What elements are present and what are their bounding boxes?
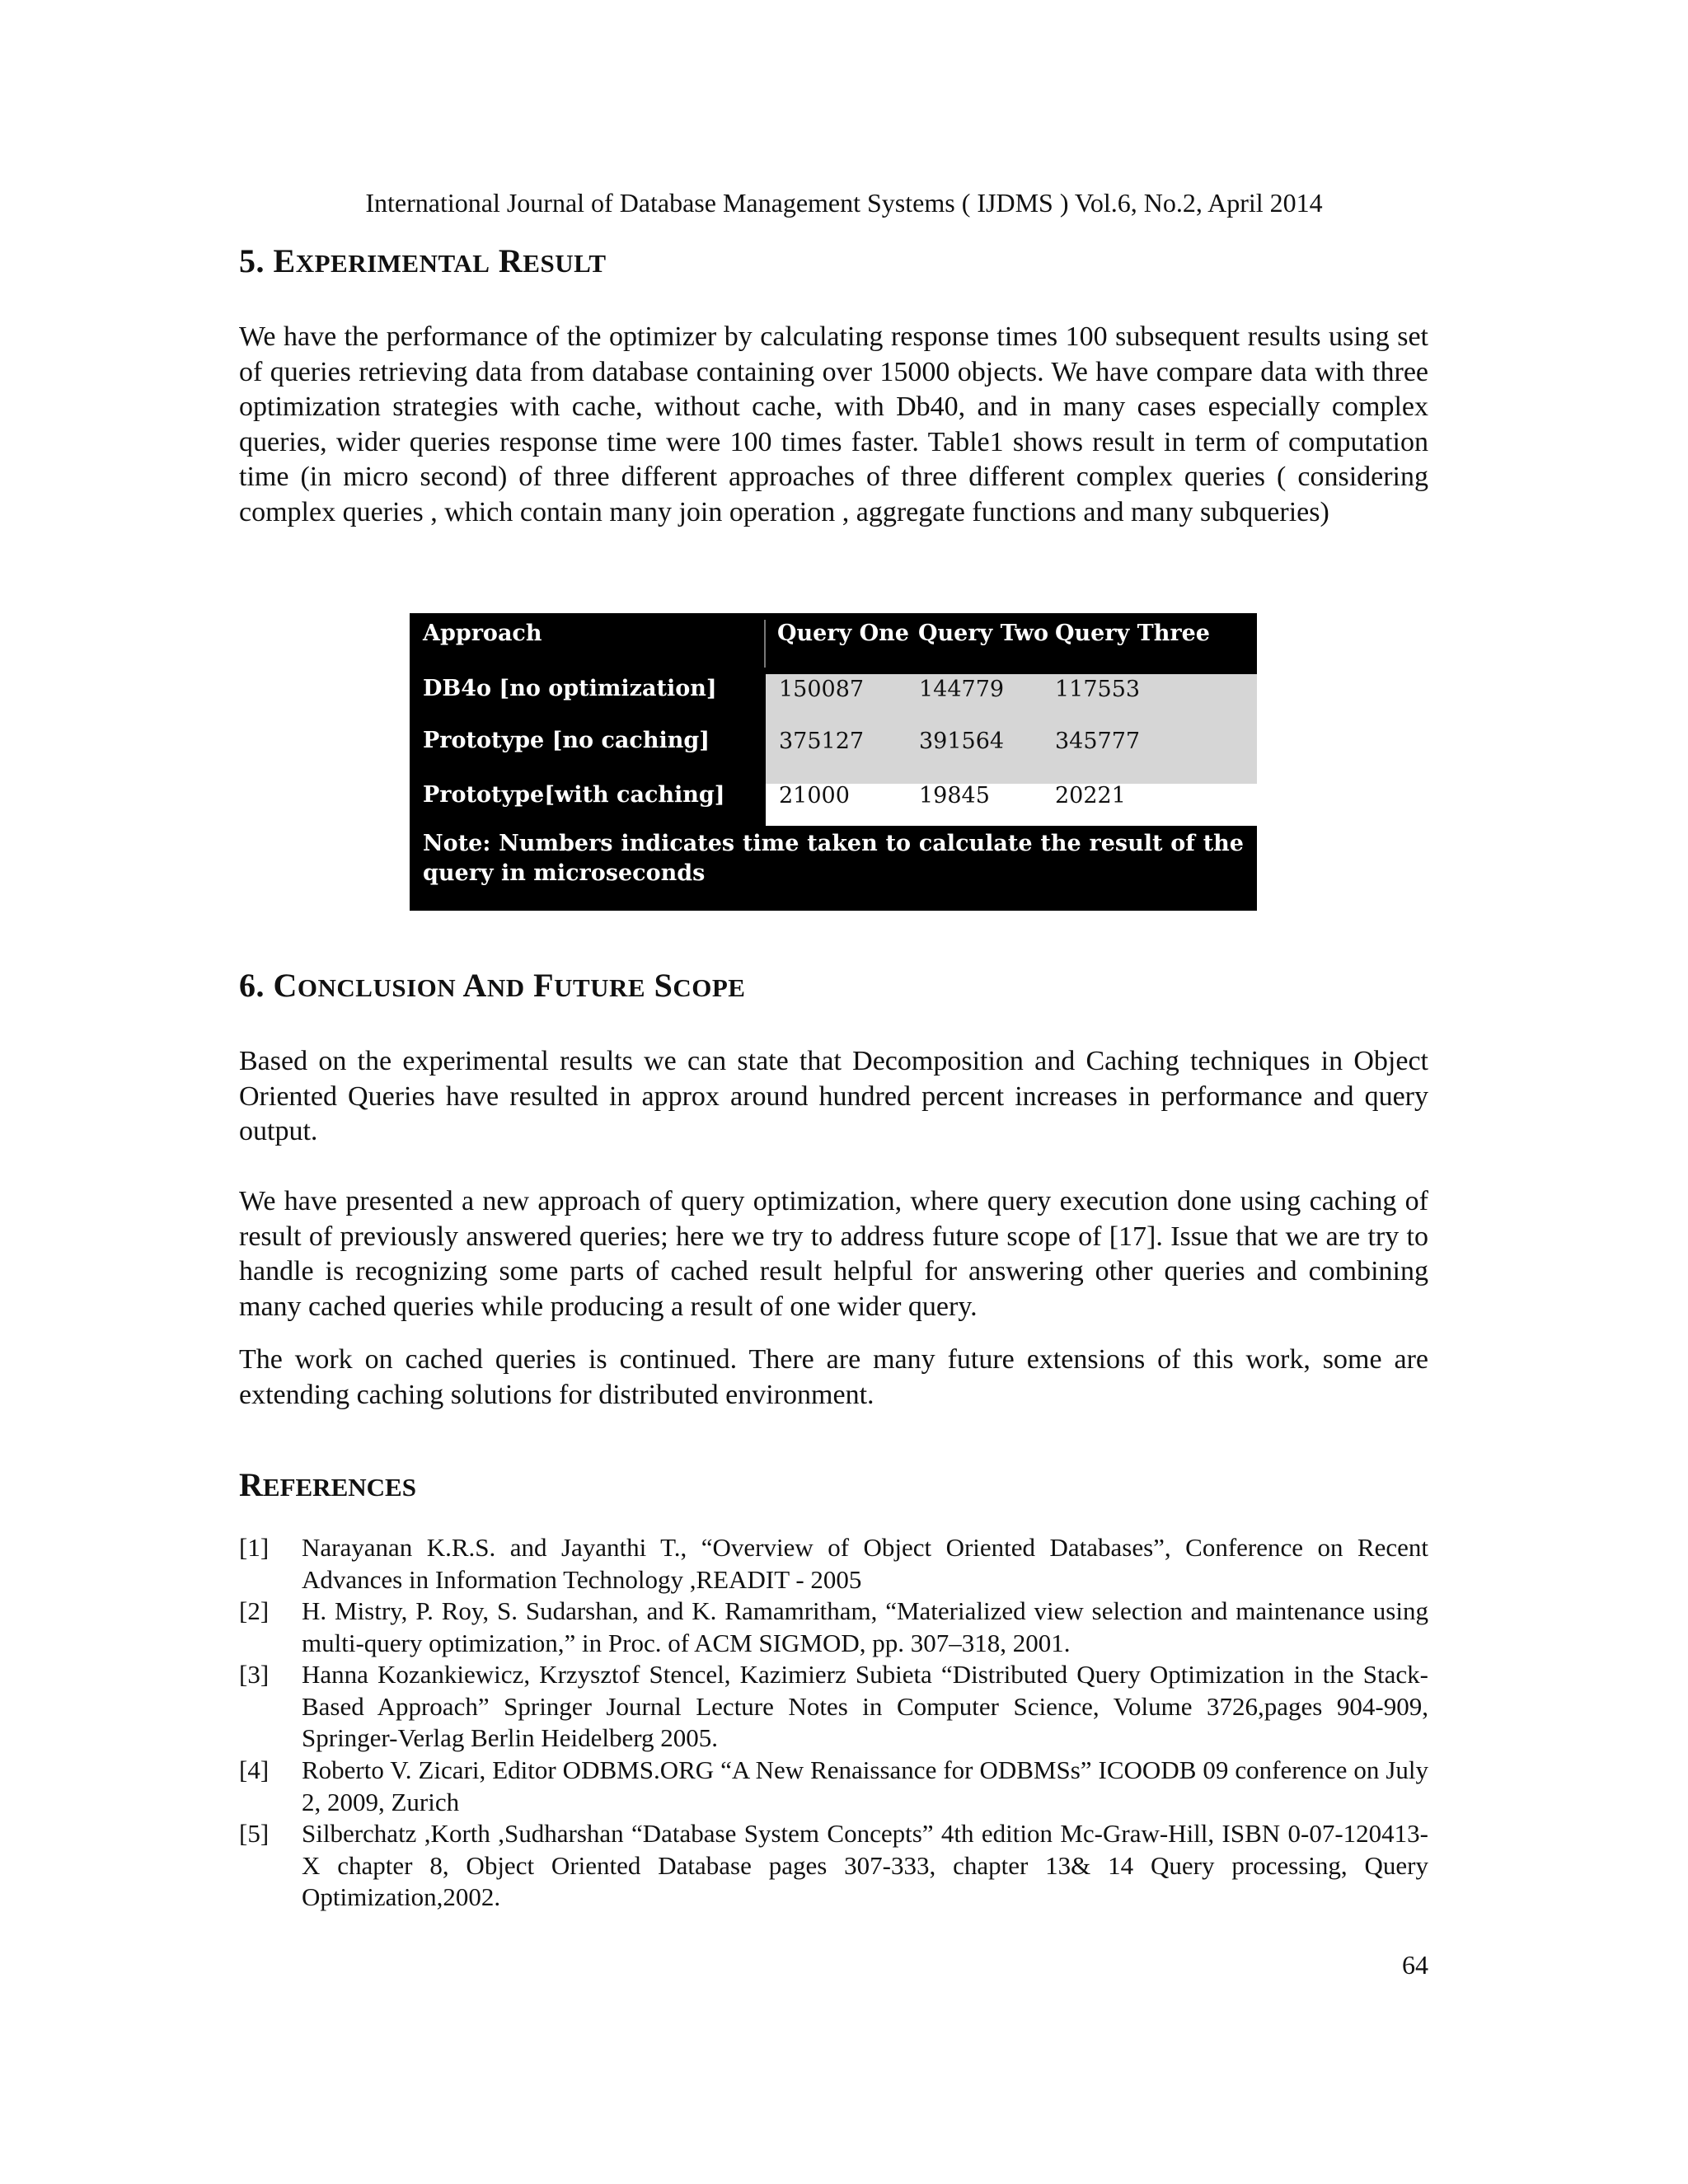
- row-approach: Prototype [no caching]: [423, 728, 710, 753]
- row-approach: DB4o [no optimization]: [423, 676, 717, 701]
- reference-number: [1]: [239, 1533, 270, 1562]
- section-6-title: 6. CONCLUSION AND FUTURE SCOPE: [239, 967, 746, 1004]
- cell-query-two: 144779: [919, 677, 1005, 702]
- cell-query-two: 19845: [919, 783, 990, 808]
- reference-number: [2]: [239, 1596, 270, 1625]
- reference-number: [5]: [239, 1819, 270, 1848]
- section-5-title: 5. EXPERIMENTAL RESULT: [239, 242, 607, 279]
- cell-query-one: 150087: [779, 677, 865, 702]
- cell-query-one: 21000: [779, 783, 850, 808]
- cell-query-three: 345777: [1055, 729, 1141, 754]
- column-header: Approach: [423, 621, 542, 646]
- results-table: [410, 613, 1257, 911]
- column-header: Query Two: [918, 621, 1049, 646]
- references-title: REFERENCES: [239, 1466, 416, 1503]
- reference-item: [239, 1755, 1428, 1818]
- section-6-paragraph: We have presented a new approach of query optimization, where query execution done using caching of result of previously answered queries; here we try to address future scope of [17]. Issue that we are try to handle is recognizing some parts of cached result helpful for answering other queries and combining many cached queries while producing a result of one wider query.: [239, 1186, 1428, 1322]
- header-divider: [764, 620, 766, 668]
- cell-query-three: 20221: [1055, 783, 1126, 808]
- section-6-paragraph: Based on the experimental results we can state that Decomposition and Caching techniques in Object Oriented Queries have resulted in approx around hundred percent increases in performance and query output.: [239, 1046, 1428, 1146]
- cell-query-two: 391564: [919, 729, 1005, 754]
- reference-item: [239, 1818, 1428, 1914]
- section-number: 6.: [239, 967, 274, 1004]
- reference-item: [239, 1659, 1428, 1755]
- running-header: International Journal of Database Management Systems ( IJDMS ) Vol.6, No.2, April 2014: [365, 188, 1323, 218]
- reference-text: H. Mistry, P. Roy, S. Sudarshan, and K. Ramamritham, “Materialized view selection and maintenance using multi-query optimization,” in Proc. of ACM SIGMOD, pp. 307–318, 2001.: [302, 1596, 1428, 1657]
- cell-query-three: 117553: [1055, 677, 1141, 702]
- reference-item: [239, 1532, 1428, 1596]
- section-6-paragraph: The work on cached queries is continued. There are many future extensions of this work, some are extending caching solutions for distributed environment.: [239, 1344, 1428, 1410]
- reference-text: Narayanan K.R.S. and Jayanthi T., “Overview of Object Oriented Databases”, Conference on Recent Advances in Information Technology ,READIT - 2005: [302, 1533, 1428, 1594]
- table-note: Note: Numbers indicates time taken to calculate the result of the query in microseconds: [423, 831, 1244, 886]
- column-header: Query Three: [1055, 621, 1210, 646]
- reference-number: [4]: [239, 1755, 270, 1784]
- reference-number: [3]: [239, 1660, 270, 1689]
- section-5-paragraph: We have the performance of the optimizer by calculating response times 100 subsequent results using set of queries retrieving data from database containing over 15000 objects. We have compare data with three optimization strategies with cache, without cache, with Db40, and in many cases especially complex queries, wider queries response time were 100 times faster. Table1 shows result in term of computation time (in micro second) of three different approaches of three different complex queries ( considering complex queries , which contain many join operation , aggregate functions and many subqueries): [239, 321, 1428, 527]
- section-number: 5.: [239, 242, 274, 279]
- reference-item: [239, 1596, 1428, 1659]
- reference-text: Silberchatz ,Korth ,Sudharshan “Database System Concepts” 4th edition Mc-Graw-Hill, ISBN 0-07-120413-X chapter 8, Object Oriented Database pages 307-333, chapter 13& 14 Query processing, Query Optimization,2002.: [302, 1819, 1428, 1911]
- row-approach: Prototype[with caching]: [423, 782, 725, 808]
- column-header: Query One: [777, 621, 909, 646]
- cell-query-one: 375127: [779, 729, 865, 754]
- reference-text: Hanna Kozankiewicz, Krzysztof Stencel, Kazimierz Subieta “Distributed Query Optimization in the Stack-Based Approach” Springer Journal Lecture Notes in Computer Science, Volume 3726,pages 904-909, Springer-Verlag Berlin Heidelberg 2005.: [302, 1660, 1428, 1752]
- page-number: 64: [1402, 1950, 1428, 1980]
- reference-text: Roberto V. Zicari, Editor ODBMS.ORG “A New Renaissance for ODBMSs” ICOODB 09 conference on July 2, 2009, Zurich: [302, 1755, 1428, 1816]
